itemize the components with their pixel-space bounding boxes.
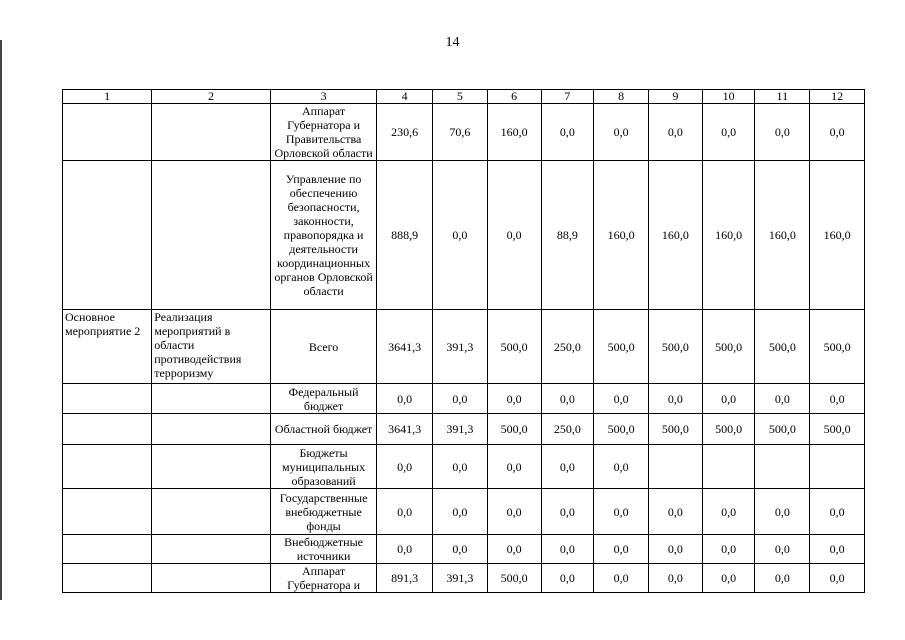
activity-name-cell (152, 535, 271, 564)
value-cell: 160,0 (594, 161, 649, 310)
value-cell: 250,0 (541, 310, 594, 384)
funding-source-cell: Государственные внебюджетные фонды (270, 489, 376, 535)
value-cell: 0,0 (487, 535, 541, 564)
activity-cell: Основное мероприятие 2 (63, 310, 152, 384)
funding-source-cell: Областной бюджет (270, 414, 376, 445)
value-cell: 0,0 (594, 489, 649, 535)
table-row (63, 535, 865, 564)
value-cell: 500,0 (487, 564, 541, 593)
value-cell: 0,0 (487, 489, 541, 535)
scan-edge (0, 40, 2, 600)
value-cell: 0,0 (702, 564, 755, 593)
value-cell: 0,0 (377, 535, 433, 564)
activity-name-cell (152, 445, 271, 489)
table-row (63, 161, 865, 310)
value-cell: 230,6 (377, 104, 433, 161)
activity-cell (63, 414, 152, 445)
value-cell: 500,0 (594, 310, 649, 384)
value-cell: 500,0 (487, 310, 541, 384)
value-cell: 160,0 (487, 104, 541, 161)
value-cell: 0,0 (594, 384, 649, 414)
activity-cell (63, 384, 152, 414)
value-cell: 0,0 (649, 384, 703, 414)
value-cell: 0,0 (649, 104, 703, 161)
value-cell: 88,9 (541, 161, 594, 310)
value-cell: 0,0 (594, 535, 649, 564)
value-cell (810, 445, 865, 489)
column-number: 3 (270, 90, 376, 104)
table-row (63, 310, 865, 384)
table-row (63, 489, 865, 535)
value-cell: 0,0 (487, 161, 541, 310)
value-cell: 0,0 (377, 489, 433, 535)
column-number: 10 (702, 90, 755, 104)
value-cell: 160,0 (702, 161, 755, 310)
value-cell: 3641,3 (377, 310, 433, 384)
value-cell: 0,0 (702, 535, 755, 564)
value-cell: 500,0 (810, 310, 865, 384)
activity-name-cell (152, 161, 271, 310)
value-cell: 0,0 (649, 489, 703, 535)
column-number: 11 (755, 90, 810, 104)
value-cell (755, 445, 810, 489)
value-cell: 391,3 (433, 414, 488, 445)
table-row (63, 104, 865, 161)
table-row (63, 564, 865, 593)
value-cell: 391,3 (433, 564, 488, 593)
value-cell: 0,0 (702, 104, 755, 161)
value-cell: 0,0 (541, 564, 594, 593)
activity-name-cell (152, 384, 271, 414)
value-cell: 160,0 (649, 161, 703, 310)
value-cell: 500,0 (649, 310, 703, 384)
value-cell: 0,0 (541, 535, 594, 564)
value-cell: 0,0 (487, 445, 541, 489)
activity-cell (63, 161, 152, 310)
activity-cell (63, 104, 152, 161)
activity-name-cell (152, 414, 271, 445)
activity-name-cell (152, 564, 271, 593)
value-cell: 500,0 (702, 310, 755, 384)
budget-table (62, 89, 865, 593)
column-number: 1 (63, 90, 152, 104)
value-cell: 0,0 (433, 445, 488, 489)
column-number: 6 (487, 90, 541, 104)
value-cell: 500,0 (594, 414, 649, 445)
column-number: 4 (377, 90, 433, 104)
value-cell: 0,0 (755, 384, 810, 414)
value-cell: 0,0 (649, 564, 703, 593)
column-number: 7 (541, 90, 594, 104)
value-cell: 0,0 (541, 104, 594, 161)
funding-source-cell: Аппарат Губернатора и (270, 564, 376, 593)
value-cell: 160,0 (755, 161, 810, 310)
value-cell: 0,0 (810, 535, 865, 564)
value-cell: 500,0 (810, 414, 865, 445)
activity-cell (63, 564, 152, 593)
activity-name-cell (152, 489, 271, 535)
value-cell: 160,0 (810, 161, 865, 310)
value-cell: 500,0 (755, 310, 810, 384)
activity-name-cell (152, 104, 271, 161)
funding-source-cell: Аппарат Губернатора и Правительства Орловской области (270, 104, 376, 161)
value-cell: 0,0 (433, 535, 488, 564)
value-cell: 0,0 (377, 445, 433, 489)
value-cell: 0,0 (810, 489, 865, 535)
value-cell: 0,0 (594, 445, 649, 489)
value-cell: 391,3 (433, 310, 488, 384)
value-cell: 70,6 (433, 104, 488, 161)
table-row (63, 445, 865, 489)
value-cell: 0,0 (377, 384, 433, 414)
value-cell: 0,0 (810, 564, 865, 593)
value-cell: 500,0 (702, 414, 755, 445)
activity-name-cell: Реализация мероприятий в области противодействия терроризму (152, 310, 271, 384)
value-cell: 500,0 (755, 414, 810, 445)
value-cell: 0,0 (594, 564, 649, 593)
value-cell: 500,0 (487, 414, 541, 445)
column-number: 9 (649, 90, 703, 104)
value-cell: 0,0 (702, 489, 755, 535)
value-cell: 0,0 (594, 104, 649, 161)
column-number: 12 (810, 90, 865, 104)
header-row (63, 90, 865, 104)
value-cell (702, 445, 755, 489)
value-cell: 3641,3 (377, 414, 433, 445)
value-cell: 0,0 (433, 161, 488, 310)
value-cell: 0,0 (541, 489, 594, 535)
funding-source-cell: Управление по обеспечению безопасности, законности, правопорядка и деятельности координационных органов Орловской области (270, 161, 376, 310)
value-cell: 0,0 (649, 535, 703, 564)
page-number: 14 (445, 35, 460, 50)
value-cell (649, 445, 703, 489)
value-cell: 0,0 (810, 384, 865, 414)
table-row (63, 384, 865, 414)
activity-cell (63, 445, 152, 489)
column-number: 8 (594, 90, 649, 104)
value-cell: 0,0 (433, 384, 488, 414)
value-cell: 0,0 (755, 535, 810, 564)
value-cell: 891,3 (377, 564, 433, 593)
value-cell: 0,0 (755, 564, 810, 593)
value-cell: 0,0 (433, 489, 488, 535)
funding-source-cell: Бюджеты муниципальных образований (270, 445, 376, 489)
value-cell: 0,0 (755, 489, 810, 535)
value-cell: 0,0 (487, 384, 541, 414)
value-cell: 888,9 (377, 161, 433, 310)
activity-cell (63, 535, 152, 564)
value-cell: 0,0 (702, 384, 755, 414)
funding-source-cell: Федеральный бюджет (270, 384, 376, 414)
table-row (63, 414, 865, 445)
value-cell: 0,0 (810, 104, 865, 161)
funding-source-cell: Внебюджетные источники (270, 535, 376, 564)
value-cell: 500,0 (649, 414, 703, 445)
column-number: 2 (152, 90, 271, 104)
value-cell: 0,0 (541, 384, 594, 414)
value-cell: 0,0 (755, 104, 810, 161)
column-number: 5 (433, 90, 488, 104)
value-cell: 0,0 (541, 445, 594, 489)
value-cell: 250,0 (541, 414, 594, 445)
activity-cell (63, 489, 152, 535)
funding-source-cell: Всего (270, 310, 376, 384)
